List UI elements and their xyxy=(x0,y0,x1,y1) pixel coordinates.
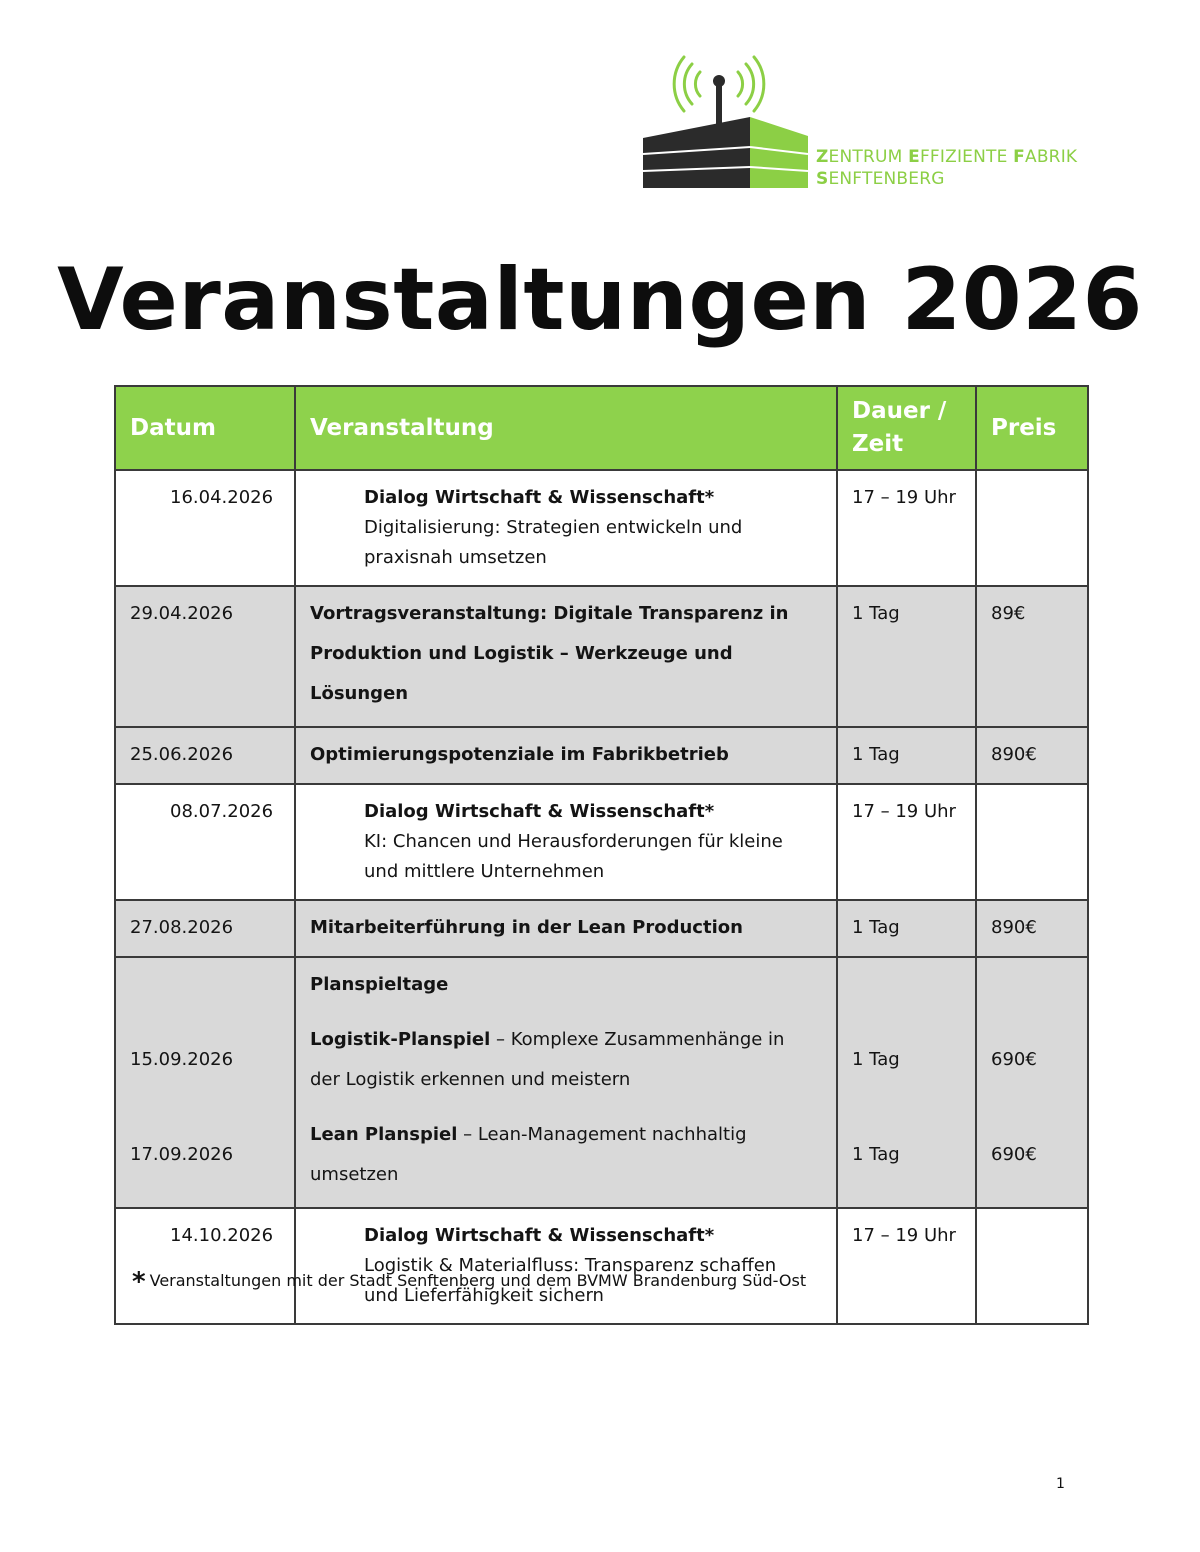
table-row xyxy=(115,1208,1088,1324)
footnote-text: Veranstaltungen mit der Stadt Senftenberg und dem BVMW Brandenburg Süd-Ost xyxy=(149,1271,807,1290)
cell-date: 25.06.2026 xyxy=(115,727,295,784)
table-row xyxy=(115,727,1088,784)
cell-duration: 1 Tag xyxy=(837,727,976,784)
cell-date: 16.04.2026 xyxy=(115,470,295,586)
table-header-row xyxy=(115,386,1088,470)
logo xyxy=(640,50,1080,195)
table-row xyxy=(115,470,1088,586)
cell-date: 29.04.2026 xyxy=(115,586,295,727)
cell-date: 08.07.2026 xyxy=(115,784,295,900)
logo-line-2: SENFTENBERG xyxy=(816,169,945,189)
table-row xyxy=(115,586,1088,727)
cell-price xyxy=(976,784,1088,900)
header-preis: Preis xyxy=(976,386,1088,470)
cell-price: 690€ 690€ xyxy=(976,957,1088,1208)
cell-duration: 17 – 19 Uhr xyxy=(837,470,976,586)
events-table xyxy=(114,385,1089,1325)
cell-duration: 1 Tag 1 Tag xyxy=(837,957,976,1208)
cell-event: Mitarbeiterführung in der Lean Production xyxy=(295,900,837,957)
cell-price: 89€ xyxy=(976,586,1088,727)
cell-date: 14.10.2026 xyxy=(115,1208,295,1324)
footnote xyxy=(132,1267,806,1297)
cell-duration: 17 – 19 Uhr xyxy=(837,1208,976,1324)
cell-event: Planspieltage Logistik-Planspiel – Komplexe Zusammenhänge in der Logistik erkennen und meistern Lean Planspiel – Lean-Management nachhaltig umsetzen xyxy=(295,957,837,1208)
factory-antenna-icon xyxy=(640,50,810,195)
footnote-star: * xyxy=(132,1267,146,1297)
cell-event: Optimierungspotenziale im Fabrikbetrieb xyxy=(295,727,837,784)
cell-event: Dialog Wirtschaft & Wissenschaft* Digitalisierung: Strategien entwickeln und praxisnah umsetzen xyxy=(295,470,837,586)
table-row xyxy=(115,900,1088,957)
table-row-planspieltage xyxy=(115,957,1088,1208)
logo-line-1: ZENTRUM EFFIZIENTE FABRIK xyxy=(816,147,1078,167)
cell-duration: 1 Tag xyxy=(837,900,976,957)
page-number: 1 xyxy=(1056,1476,1065,1492)
header-datum: Datum xyxy=(115,386,295,470)
cell-event: Dialog Wirtschaft & Wissenschaft* KI: Chancen und Herausforderungen für kleine und mittlere Unternehmen xyxy=(295,784,837,900)
planspieltage-heading: Planspieltage xyxy=(310,974,449,995)
cell-price: 890€ xyxy=(976,900,1088,957)
cell-event: Dialog Wirtschaft & Wissenschaft* Logistik & Materialfluss: Transparenz schaffen und Lieferfähigkeit sichern xyxy=(295,1208,837,1324)
header-dauer: Dauer / Zeit xyxy=(837,386,976,470)
header-veranstaltung: Veranstaltung xyxy=(295,386,837,470)
cell-date: 15.09.2026 17.09.2026 xyxy=(115,957,295,1208)
cell-price: 890€ xyxy=(976,727,1088,784)
cell-duration: 17 – 19 Uhr xyxy=(837,784,976,900)
page-title: Veranstaltungen 2026 xyxy=(57,250,1143,350)
cell-duration: 1 Tag xyxy=(837,586,976,727)
cell-date: 27.08.2026 xyxy=(115,900,295,957)
cell-price xyxy=(976,470,1088,586)
table-row xyxy=(115,784,1088,900)
cell-price xyxy=(976,1208,1088,1324)
cell-event: Vortragsveranstaltung: Digitale Transparenz in Produktion und Logistik – Werkzeuge und Lösungen xyxy=(295,586,837,727)
logo-wordmark xyxy=(816,146,1077,190)
